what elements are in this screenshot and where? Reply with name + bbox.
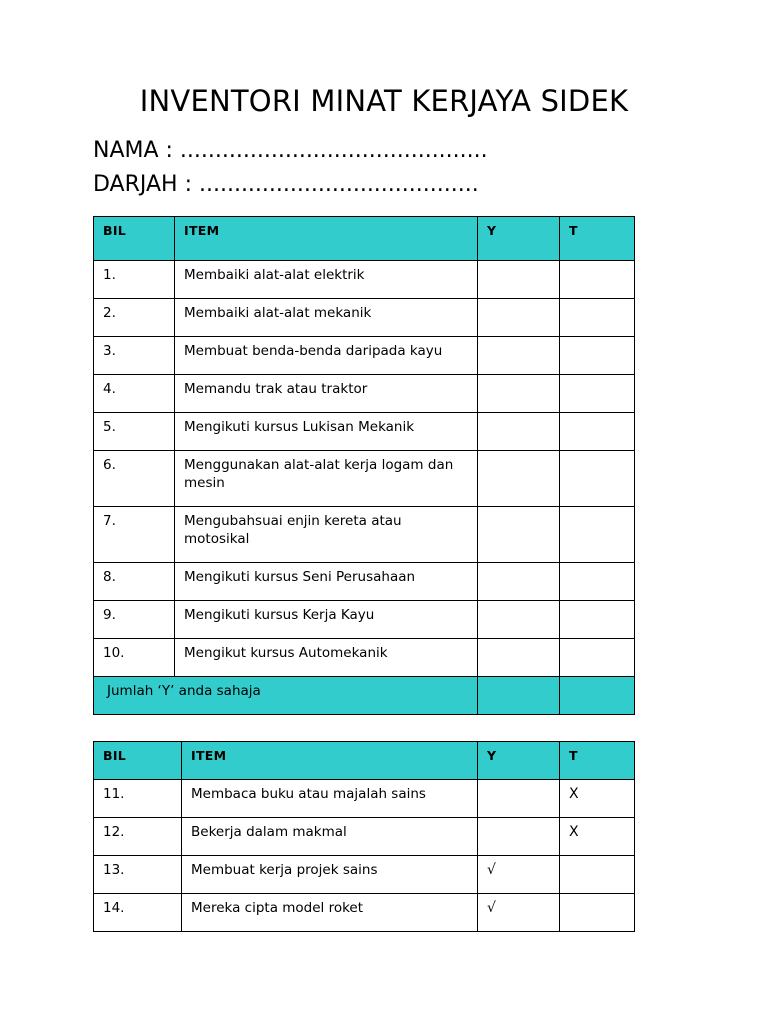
table-row xyxy=(94,299,635,337)
cell-t[interactable] xyxy=(560,261,635,299)
header-bil: BIL xyxy=(94,742,182,780)
cell-bil: 1. xyxy=(94,261,175,299)
cell-t[interactable] xyxy=(560,856,635,894)
cell-bil: 6. xyxy=(94,451,175,507)
cell-y[interactable] xyxy=(478,413,560,451)
cell-t[interactable] xyxy=(560,894,635,932)
cell-y[interactable] xyxy=(478,563,560,601)
table-row xyxy=(94,337,635,375)
table-header-row xyxy=(94,742,635,780)
cell-y[interactable] xyxy=(478,451,560,507)
cell-y[interactable] xyxy=(478,507,560,563)
cell-item: Mengikuti kursus Kerja Kayu xyxy=(175,601,478,639)
table-row xyxy=(94,507,635,563)
cell-bil: 11. xyxy=(94,780,182,818)
cell-bil: 5. xyxy=(94,413,175,451)
cell-item: Membaiki alat-alat mekanik xyxy=(175,299,478,337)
header-bil: BIL xyxy=(94,217,175,261)
cell-item: Membuat benda-benda daripada kayu xyxy=(175,337,478,375)
cell-y[interactable] xyxy=(478,601,560,639)
cell-bil: 9. xyxy=(94,601,175,639)
table-row xyxy=(94,601,635,639)
cell-y[interactable]: √ xyxy=(478,856,560,894)
cell-item: Membuat kerja projek sains xyxy=(182,856,478,894)
cell-bil: 13. xyxy=(94,856,182,894)
header-t: T xyxy=(560,742,635,780)
cell-t[interactable] xyxy=(560,413,635,451)
total-t-cell[interactable] xyxy=(560,677,635,715)
cell-bil: 10. xyxy=(94,639,175,677)
cell-item: Membaiki alat-alat elektrik xyxy=(175,261,478,299)
cell-t[interactable] xyxy=(560,601,635,639)
cell-item: Mengikuti kursus Lukisan Mekanik xyxy=(175,413,478,451)
cell-t[interactable] xyxy=(560,337,635,375)
cell-t[interactable] xyxy=(560,507,635,563)
cell-y[interactable] xyxy=(478,375,560,413)
name-field: NAMA : ............................................ xyxy=(93,138,488,163)
cell-t[interactable] xyxy=(560,451,635,507)
cell-bil: 4. xyxy=(94,375,175,413)
total-y-cell[interactable] xyxy=(478,677,560,715)
cell-bil: 7. xyxy=(94,507,175,563)
cell-item: Mengikuti kursus Seni Perusahaan xyxy=(175,563,478,601)
cell-t[interactable]: X xyxy=(560,818,635,856)
cell-bil: 2. xyxy=(94,299,175,337)
inventory-table-2 xyxy=(93,741,635,932)
cell-item: Bekerja dalam makmal xyxy=(182,818,478,856)
class-field: DARJAH : ........................................ xyxy=(93,172,479,197)
table-row xyxy=(94,639,635,677)
cell-y[interactable] xyxy=(478,639,560,677)
cell-item: Menggunakan alat-alat kerja logam dan mesin xyxy=(175,451,478,507)
cell-y[interactable] xyxy=(478,818,560,856)
total-row xyxy=(94,677,635,715)
header-item: ITEM xyxy=(175,217,478,261)
table-row xyxy=(94,894,635,932)
cell-t[interactable]: X xyxy=(560,780,635,818)
cell-t[interactable] xyxy=(560,375,635,413)
cell-t[interactable] xyxy=(560,639,635,677)
total-label: Jumlah ‘Y’ anda sahaja xyxy=(94,677,478,715)
table-row xyxy=(94,261,635,299)
cell-t[interactable] xyxy=(560,563,635,601)
cell-y[interactable] xyxy=(478,780,560,818)
cell-bil: 14. xyxy=(94,894,182,932)
header-y: Y xyxy=(478,742,560,780)
cell-bil: 12. xyxy=(94,818,182,856)
table-header-row xyxy=(94,217,635,261)
cell-item: Mereka cipta model roket xyxy=(182,894,478,932)
inventory-table-1 xyxy=(93,216,635,715)
table-row xyxy=(94,818,635,856)
table-row xyxy=(94,780,635,818)
table-row xyxy=(94,413,635,451)
header-item: ITEM xyxy=(182,742,478,780)
table-row xyxy=(94,375,635,413)
cell-item: Membaca buku atau majalah sains xyxy=(182,780,478,818)
cell-bil: 3. xyxy=(94,337,175,375)
header-y: Y xyxy=(478,217,560,261)
page-title: INVENTORI MINAT KERJAYA SIDEK xyxy=(139,84,629,118)
cell-item: Mengikut kursus Automekanik xyxy=(175,639,478,677)
cell-item: Mengubahsuai enjin kereta atau motosikal xyxy=(175,507,478,563)
cell-t[interactable] xyxy=(560,299,635,337)
table-row xyxy=(94,451,635,507)
table-row xyxy=(94,563,635,601)
table-row xyxy=(94,856,635,894)
header-t: T xyxy=(560,217,635,261)
cell-bil: 8. xyxy=(94,563,175,601)
cell-item: Memandu trak atau traktor xyxy=(175,375,478,413)
cell-y[interactable] xyxy=(478,337,560,375)
cell-y[interactable] xyxy=(478,261,560,299)
cell-y[interactable] xyxy=(478,299,560,337)
cell-y[interactable]: √ xyxy=(478,894,560,932)
